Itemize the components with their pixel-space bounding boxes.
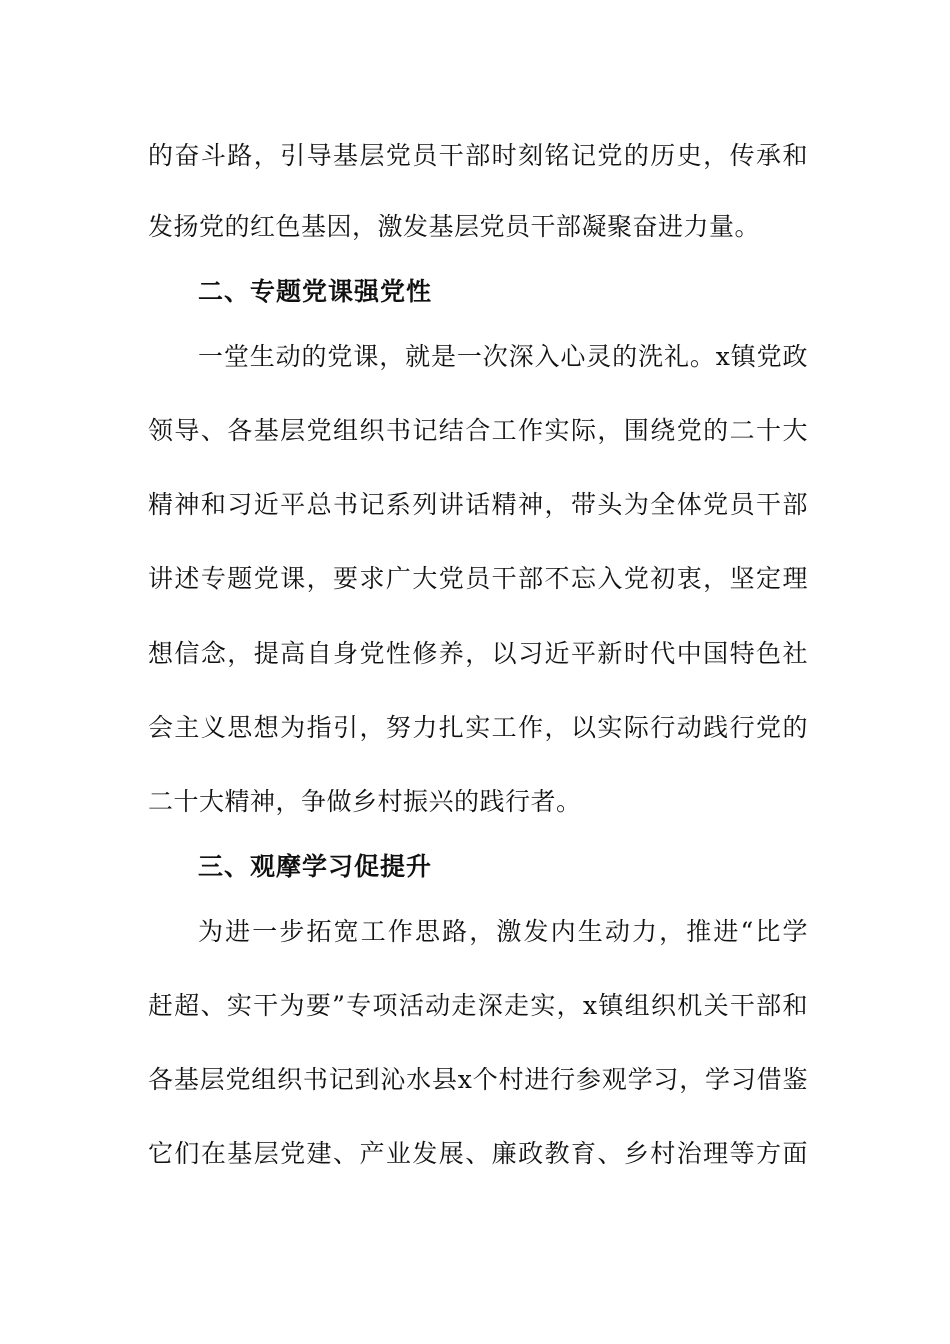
paragraph-line: 领导、各基层党组织书记结合工作实际，围绕党的二十大 xyxy=(148,416,808,445)
paragraph-line: 二十大精神，争做乡村振兴的践行者。 xyxy=(148,787,582,816)
paragraph-line: 讲述专题党课，要求广大党员干部不忘入党初衷，坚定理 xyxy=(148,564,808,593)
section-heading: 二、专题党课强党性 xyxy=(198,277,433,306)
section-heading: 三、观摩学习促提升 xyxy=(198,852,433,881)
paragraph-line: 各基层党组织书记到沁水县x个村进行参观学习，学习借鉴 xyxy=(148,1065,808,1094)
paragraph-line: 一堂生动的党课，就是一次深入心灵的洗礼。x镇党政 xyxy=(198,342,808,371)
paragraph-line: 发扬党的红色基因，激发基层党员干部凝聚奋进力量。 xyxy=(148,212,761,241)
paragraph-line: 它们在基层党建、产业发展、廉政教育、乡村治理等方面 xyxy=(148,1139,808,1168)
paragraph-line: 为进一步拓宽工作思路，激发内生动力，推进“比学 xyxy=(198,917,808,946)
paragraph-line: 想信念，提高自身党性修养，以习近平新时代中国特色社 xyxy=(148,639,808,668)
paragraph-line: 的奋斗路，引导基层党员干部时刻铭记党的历史，传承和 xyxy=(148,141,808,170)
paragraph-line: 精神和习近平总书记系列讲话精神，带头为全体党员干部 xyxy=(148,490,808,519)
paragraph-line: 会主义思想为指引，努力扎实工作，以实际行动践行党的 xyxy=(148,713,808,742)
paragraph-line: 赶超、实干为要”专项活动走深走实，x镇组织机关干部和 xyxy=(148,991,808,1020)
